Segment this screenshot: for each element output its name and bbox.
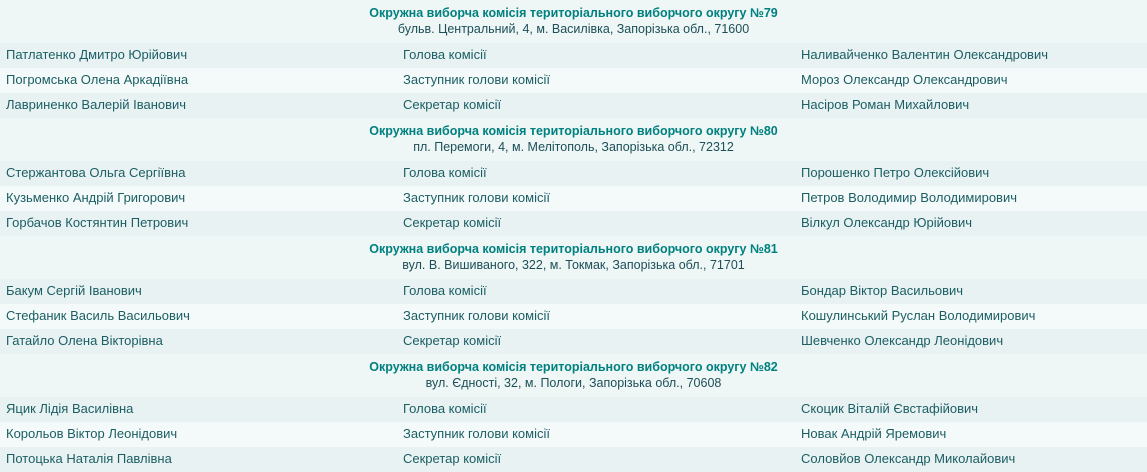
member-name: Кузьменко Андрій Григорович (0, 186, 397, 211)
member-role: Голова комісії (397, 397, 795, 422)
table-row (0, 329, 1147, 354)
member-party: Мороз Олександр Олександрович (795, 68, 1147, 93)
group-title: Окружна виборча комісія територіального виборчого округу №82 (369, 360, 778, 374)
member-role: Голова комісії (397, 161, 795, 186)
member-party: Бондар Віктор Васильович (795, 279, 1147, 304)
member-role: Заступник голови комісії (397, 422, 795, 447)
table-row (0, 93, 1147, 118)
member-name: Гатайло Олена Вікторівна (0, 329, 397, 354)
group-header-cell (0, 354, 1147, 397)
member-role: Секретар комісії (397, 329, 795, 354)
member-name: Бакум Сергій Іванович (0, 279, 397, 304)
group-title: Окружна виборча комісія територіального виборчого округу №79 (369, 6, 778, 20)
member-name: Погромська Олена Аркадіївна (0, 68, 397, 93)
member-name: Яцик Лідія Василівна (0, 397, 397, 422)
member-party: Новак Андрій Яремович (795, 422, 1147, 447)
group-address: пл. Перемоги, 4, м. Мелітополь, Запорізька обл., 72312 (413, 140, 734, 154)
table-row (0, 43, 1147, 68)
table-row (0, 161, 1147, 186)
group-header-row (0, 354, 1147, 397)
member-party: Соловйов Олександр Миколайович (795, 447, 1147, 472)
member-party: Насіров Роман Михайлович (795, 93, 1147, 118)
member-party: Петров Володимир Володимирович (795, 186, 1147, 211)
member-name: Горбачов Костянтин Петрович (0, 211, 397, 236)
group-header-row (0, 236, 1147, 279)
group-title: Окружна виборча комісія територіального виборчого округу №80 (369, 124, 778, 138)
table-row (0, 397, 1147, 422)
group-address: вул. В. Вишиваного, 322, м. Токмак, Запорізька обл., 71701 (402, 258, 745, 272)
member-party: Наливайченко Валентин Олександрович (795, 43, 1147, 68)
member-role: Секретар комісії (397, 447, 795, 472)
table-row (0, 422, 1147, 447)
member-party: Скоцик Віталій Євстафійович (795, 397, 1147, 422)
group-header-row (0, 0, 1147, 43)
table-row (0, 304, 1147, 329)
table-row (0, 211, 1147, 236)
member-party: Порошенко Петро Олексійович (795, 161, 1147, 186)
table-row (0, 186, 1147, 211)
member-name: Лавриненко Валерій Іванович (0, 93, 397, 118)
member-party: Вілкул Олександр Юрійович (795, 211, 1147, 236)
member-role: Заступник голови комісії (397, 68, 795, 93)
member-role: Секретар комісії (397, 211, 795, 236)
member-name: Патлатенко Дмитро Юрійович (0, 43, 397, 68)
member-role: Голова комісії (397, 43, 795, 68)
member-role: Заступник голови комісії (397, 186, 795, 211)
member-name: Потоцька Наталія Павлівна (0, 447, 397, 472)
member-name: Стефаник Василь Васильович (0, 304, 397, 329)
group-header-cell (0, 0, 1147, 43)
group-address: бульв. Центральний, 4, м. Василівка, Запорізька обл., 71600 (397, 22, 750, 36)
group-header-row (0, 118, 1147, 161)
member-name: Стержантова Ольга Сергіївна (0, 161, 397, 186)
table-row (0, 279, 1147, 304)
group-header-cell (0, 236, 1147, 279)
member-name: Корольов Віктор Леонідович (0, 422, 397, 447)
member-role: Заступник голови комісії (397, 304, 795, 329)
group-title: Окружна виборча комісія територіального виборчого округу №81 (369, 242, 778, 256)
table-row (0, 447, 1147, 472)
member-role: Голова комісії (397, 279, 795, 304)
member-party: Шевченко Олександр Леонідович (795, 329, 1147, 354)
member-role: Секретар комісії (397, 93, 795, 118)
member-party: Кошулинський Руслан Володимирович (795, 304, 1147, 329)
group-header-cell (0, 118, 1147, 161)
group-address: вул. Єдності, 32, м. Пологи, Запорізька обл., 70608 (425, 376, 722, 390)
table-row (0, 68, 1147, 93)
